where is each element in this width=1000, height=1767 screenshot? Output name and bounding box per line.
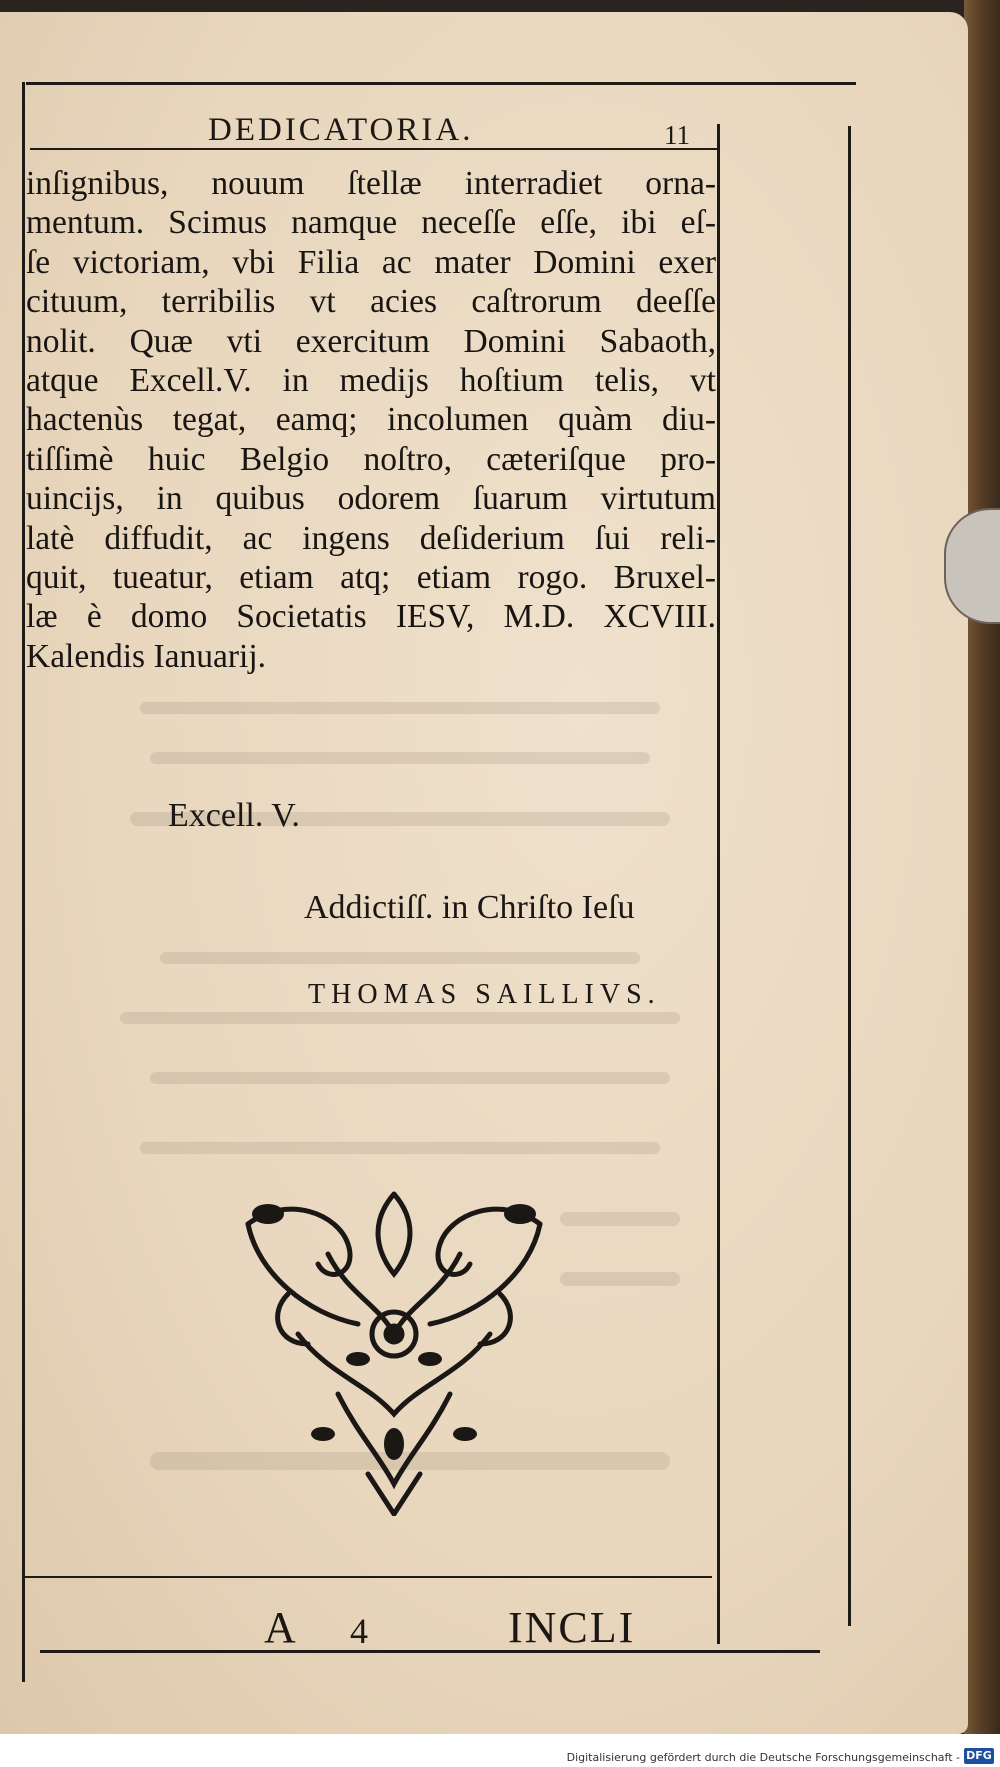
frame-top-rule: [26, 82, 856, 85]
digitization-credit: Digitalisierung gefördert durch die Deutsche Forschungsgemeinschaft -: [566, 1751, 960, 1764]
closing-salutation: Excell. V.: [168, 797, 300, 834]
text-line: latè diffudit, ac ingens deſiderium ſui reli-: [26, 519, 716, 557]
text-line: quit, tueatur, etiam atq; etiam rogo. Bruxel-: [26, 558, 716, 596]
running-header-title: DEDICATORIA.: [208, 112, 474, 148]
text-line: ſe victoriam, vbi Filia ac mater Domini exer: [26, 243, 716, 281]
book-binding-edge: [964, 0, 1000, 1740]
text-line: atque Excell.V. in medijs hoſtium telis, vt: [26, 361, 716, 399]
text-line: uincijs, in quibus odorem ſuarum virtutum: [26, 480, 716, 518]
text-line: nolit. Quæ vti exercitum Domini Sabaoth,: [26, 322, 716, 360]
text-line: mentum. Scimus namque neceſſe eſſe, ibi eſ-: [26, 204, 716, 242]
book-page: [0, 12, 968, 1734]
dfg-logo: DFG: [964, 1748, 994, 1764]
text-line: cituum, terribilis vt acies caſtrorum deeſſe: [26, 283, 716, 321]
frame-left-rule: [22, 82, 25, 1682]
text-line: hactenùs tegat, eamq; incolumen quàm diu-: [26, 401, 716, 439]
author-signature: THOMAS SAILLIVS.: [308, 979, 661, 1010]
frame-bottom-rule: [40, 1650, 820, 1653]
catchword: INCLI: [508, 1603, 636, 1652]
frame-lower-rule: [22, 1576, 712, 1578]
page-number: 11: [664, 120, 690, 150]
text-line: inſignibus, nouum ſtellæ interradiet orna-: [26, 165, 716, 202]
text-line: læ è domo Societatis IESV, M.D. XCVIII.: [26, 598, 716, 636]
dedication-text: [26, 164, 716, 676]
column-right-rule: [717, 124, 720, 1644]
signature-mark-number: 4: [350, 1611, 368, 1651]
text-line: Kalendis Ianuarij.: [26, 637, 266, 675]
text-line: tiſſimè huic Belgio noſtro, cæteriſque pro-: [26, 440, 716, 478]
signature-mark-letter: A: [264, 1603, 296, 1652]
margin-right-rule: [848, 126, 851, 1626]
floral-fleuron-icon: [228, 1184, 560, 1516]
closing-subscription: Addictiſſ. in Chriſto Ieſu: [304, 889, 635, 926]
